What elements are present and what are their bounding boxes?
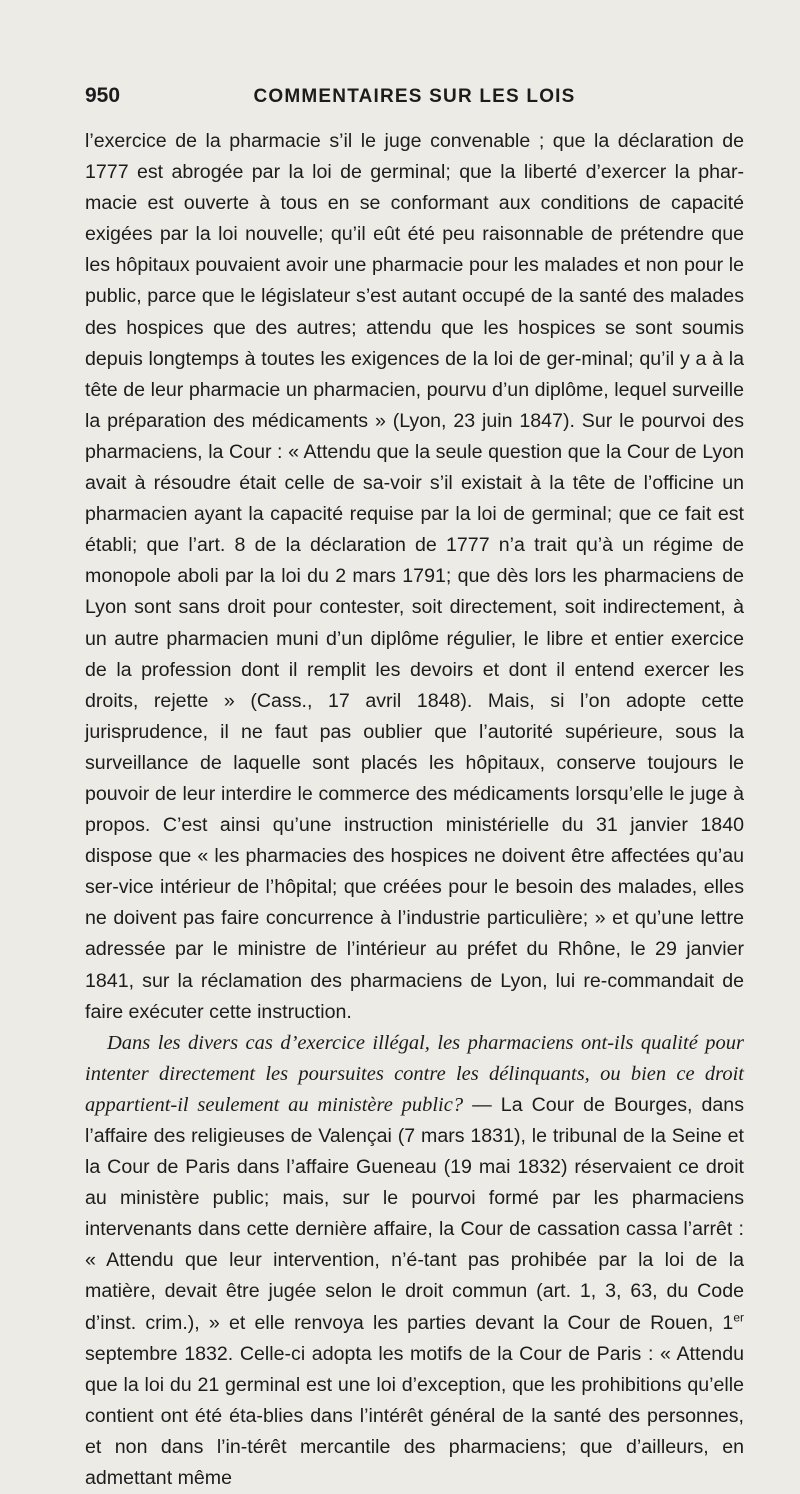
running-header (85, 84, 744, 114)
running-title: COMMENTAIRES SUR LES LOIS (253, 86, 576, 107)
italic-question: Dans les divers cas d’exercice illégal, les pharmaciens ont-ils qualité pour intenter directement les poursuites contre les délinquants, ou bien ce droit appartient-il seulement au ministère public? (85, 1031, 744, 1116)
ordinal-superscript: er (733, 1310, 744, 1325)
body-text (85, 126, 744, 1494)
paragraph-2-text-a: — La Cour de Bourges, dans l’affaire des religieuses de Valençai (7 mars 1831), le tribunal de la Seine et la Cour de Paris dans l’affaire Gueneau (19 mai 1832) réservaient ce droit au ministère public; mais, sur le pourvoi formé par les pharmaciens intervenants dans cette dernière affaire, la Cour de cassation cassa l’arrêt : « Attendu que leur intervention, n’é-tant pas prohibée par la loi de la matière, devait être jugée selon le droit commun (art. 1, 3, 63, du Code d’inst. crim.), » et elle renvoya les parties devant la Cour de Rouen, 1 (85, 1093, 745, 1334)
paragraph-1: l’exercice de la pharmacie s’il le juge convenable ; que la déclaration de 1777 est abrogée par la loi de germinal; que la liberté d’exercer la phar-macie est ouverte à tous en se conformant aux conditions de capacité exigées par la loi nouvelle; qu’il eût été peu raisonnable de prétendre que les hôpitaux pouvaient avoir une pharmacie pour les malades et non pour le public, parce que le législateur s’est autant occupé de la santé des malades des hospices que des autres; attendu que les hospices se sont soumis depuis longtemps à toutes les exigences de la loi de ger-minal; qu’il y a à la tête de leur pharmacie un pharmacien, pourvu d’un diplôme, lequel surveille la préparation des médicaments » (Lyon, 23 juin 1847). Sur le pourvoi des pharmaciens, la Cour : « Attendu que la seule question que la Cour de Lyon avait à résoudre était celle de sa-voir s’il existait à la tête de l’officine un pharmacien ayant la capacité requise par la loi de germinal; que ce fait est établi; que l’art. 8 de la déclaration de 1777 n’a trait qu’à un régime de monopole aboli par la loi du 2 mars 1791; que dès lors les pharmaciens de Lyon sont sans droit pour contester, soit directement, soit indirectement, à un autre pharmacien muni d’un diplôme régulier, le libre et entier exercice de la profession dont il remplit les devoirs et dont il entend exercer les droits, rejette » (Cass., 17 avril 1848). Mais, si l’on adopte cette jurisprudence, il ne faut pas oublier que l’autorité supérieure, sous la surveillance de laquelle sont placés les hôpitaux, conserve toujours le pouvoir de leur interdire le commerce des médicaments lorsqu’elle le juge à propos. C’est ainsi qu’une instruction ministérielle du 31 janvier 1840 dispose que « les pharmacies des hospices ne doivent être affectées qu’au ser-vice intérieur de l’hôpital; que créées pour le besoin des malades, elles ne doivent pas faire concurrence à l’industrie particulière; » et qu’une lettre adressée par le ministre de l’intérieur au préfet du Rhône, le 29 janvier 1841, sur la réclamation des pharmaciens de Lyon, lui re-commandait de faire exécuter cette instruction. (85, 130, 744, 1023)
paragraph-2-text-b: septembre 1832. Celle-ci adopta les motifs de la Cour de Paris : « Attendu que la loi du 21 germinal est une loi d’exception, que les prohibitions qu’elle contient ont été éta-blies dans l’intérêt général de la santé des personnes, et non dans l’in-térêt mercantile des pharmaciens; que d’ailleurs, en admettant même (85, 1342, 744, 1490)
paragraph-2 (85, 1028, 744, 1494)
page-number: 950 (85, 84, 121, 107)
